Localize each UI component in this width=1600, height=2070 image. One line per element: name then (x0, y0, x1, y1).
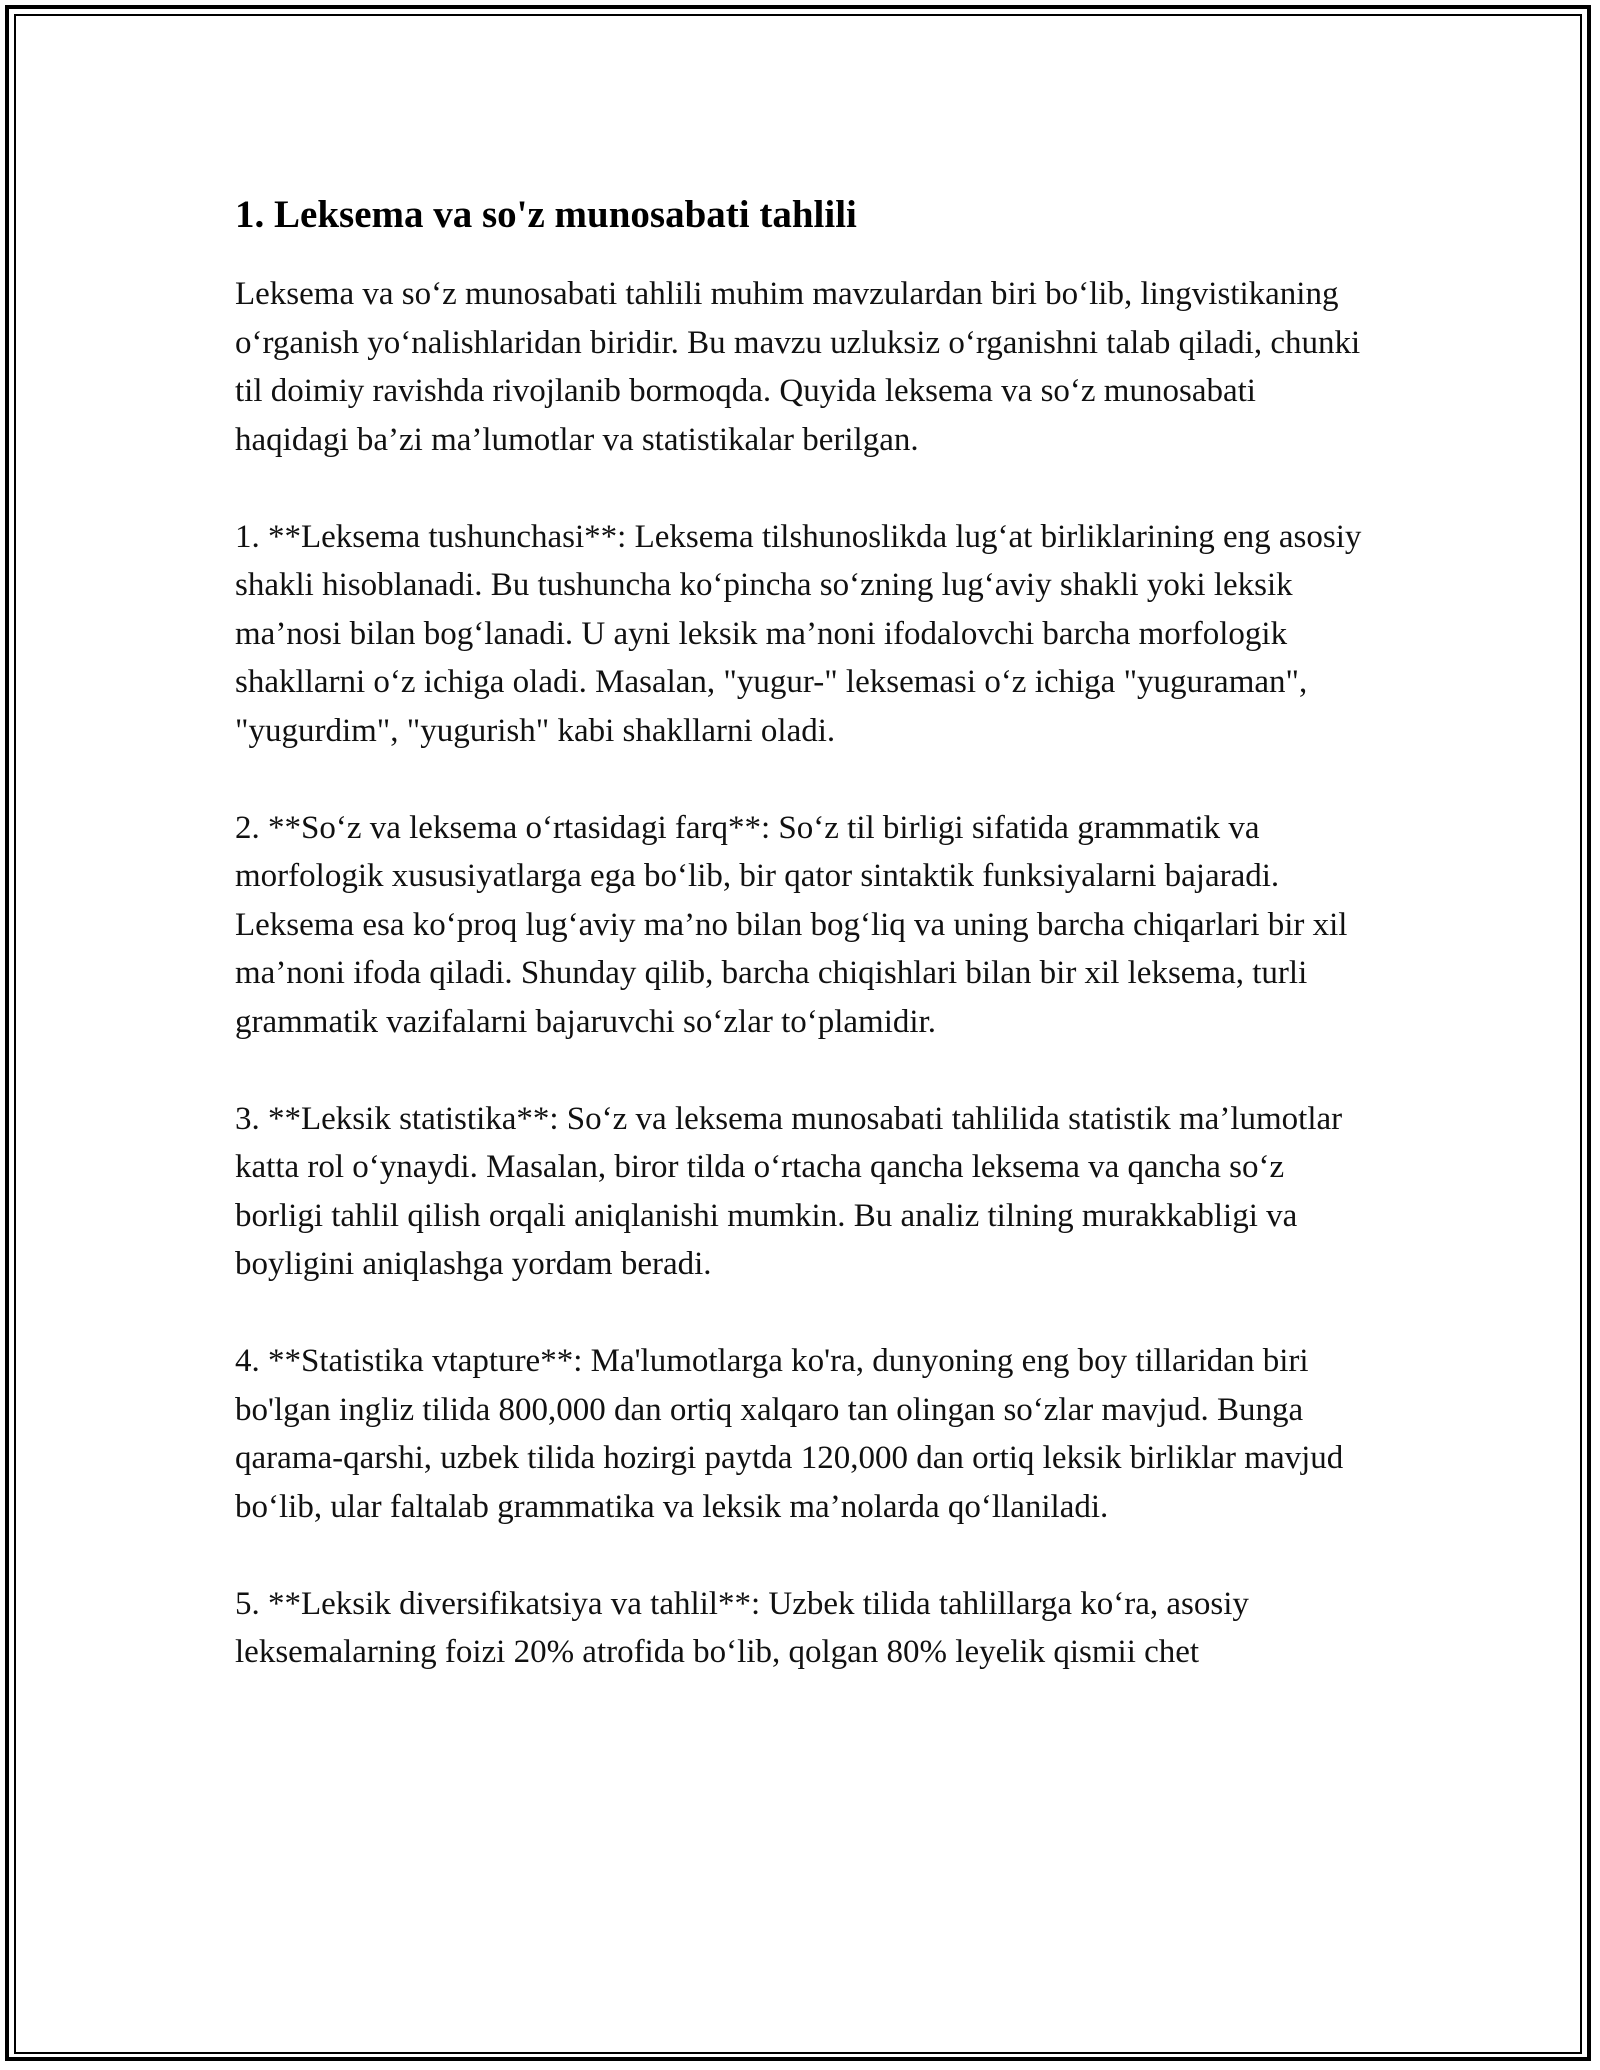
paragraph-statistics-vtapture: 4. **Statistika vtapture**: Ma'lumotlarga ko'ra, dunyoning eng boy tillaridan biri bo'lgan ingliz tilida 800,000 dan ortiq xalqaro tan olingan so‘zlar mavjud. Bunga qarama-qarshi, uzbek tilida hozirgi paytda 120,000 dan ortiq leksik birliklar mavjud bo‘lib, ular faltalab grammatika va leksik ma’nolarda qo‘llaniladi. (235, 1343, 1344, 1525)
paragraph-lexical-statistics: 3. **Leksik statistika**: So‘z va leksema munosabati tahlilida statistik ma’lumotlar katta rol o‘ynaydi. Masalan, biror tilda o‘rtacha qancha leksema va qancha so‘z borligi tahlil qilish orqali aniqlanishi mumkin. Bu analiz tilning murakkabligi va boyligini aniqlashga yordam beradi. (235, 1100, 1343, 1282)
section-heading: 1. Leksema va so'z munosabati tahlili (235, 193, 857, 236)
document-body (235, 190, 1375, 1725)
paragraph-word-lexeme-difference: 2. **So‘z va leksema o‘rtasidagi farq**: So‘z til birligi sifatida grammatik va morfologik xususiyatlarga ega bo‘lib, bir qator sintaktik funksiyalarni bajaradi. Leksema esa ko‘proq lug‘aviy ma’no bilan bog‘liq va uning barcha chiqarlari bir xil ma’noni ifoda qiladi. Shunday qilib, barcha chiqishlari bilan bir xil leksema, turli grammatik vazifalarni bajaruvchi so‘zlar to‘plamidir. (235, 809, 1348, 1040)
intro-paragraph: Leksema va so‘z munosabati tahlili muhim mavzulardan biri bo‘lib, lingvistikaning o‘rganish yo‘nalishlaridan biridir. Bu mavzu uzluksiz o‘rganishni talab qiladi, chunki til doimiy ravishda rivojlanib bormoqda. Quyida leksema va so‘z munosabati haqidagi ba’zi ma’lumotlar va statistikalar berilgan. (235, 276, 1361, 458)
paragraph-lexeme-concept: 1. **Leksema tushunchasi**: Leksema tilshunoslikda lug‘at birliklarining eng asosiy shakli hisoblanadi. Bu tushuncha ko‘pincha so‘zning lug‘aviy shakli yoki leksik ma’nosi bilan bog‘lanadi. U ayni leksik ma’noni ifodalovchi barcha morfologik shakllarni o‘z ichiga oladi. Masalan, "yugur-" leksemasi o‘z ichiga "yuguraman", "yugurdim", "yugurish" kabi shakllarni oladi. (235, 518, 1362, 749)
paragraph-lexical-diversification: 5. **Leksik diversifikatsiya va tahlil**: Uzbek tilida tahlillarga ko‘ra, asosiy leksemalarning foizi 20% atrofida bo‘lib, qolgan 80% leyelik qismii chet (235, 1585, 1249, 1670)
